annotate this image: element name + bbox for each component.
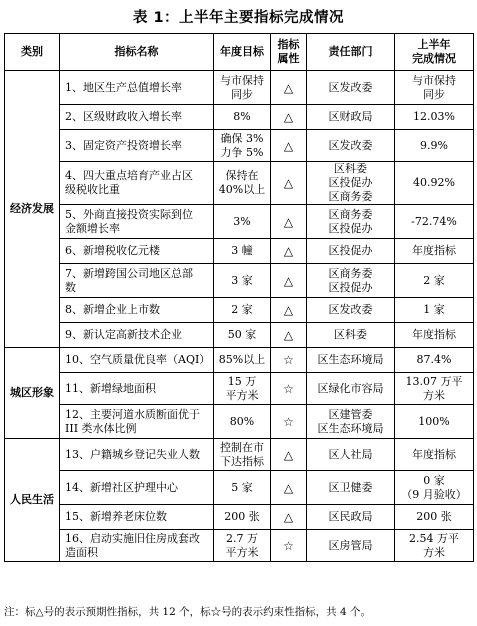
indicator-name-cell: 15、新增养老床位数 bbox=[60, 505, 214, 530]
table-row bbox=[5, 162, 474, 205]
status-cell: 年度指标 bbox=[395, 323, 474, 348]
table-row bbox=[5, 348, 474, 373]
indicator-name-cell: 8、新增企业上市数 bbox=[60, 298, 214, 323]
attribute-cell: ☆ bbox=[271, 405, 307, 439]
status-cell: 100% bbox=[395, 405, 474, 439]
target-cell: 确保 3% 力争 5% bbox=[214, 130, 271, 162]
target-cell: 3 幢 bbox=[214, 239, 271, 264]
attribute-cell: △ bbox=[271, 130, 307, 162]
indicator-name-cell: 12、主要河道水质断面优于 III 类水体比例 bbox=[60, 405, 214, 439]
table-row bbox=[5, 530, 474, 562]
target-cell: 与市保持 同步 bbox=[214, 71, 271, 105]
status-cell: 40.92% bbox=[395, 162, 474, 205]
header-target: 年度目标 bbox=[214, 34, 271, 71]
attribute-cell: △ bbox=[271, 323, 307, 348]
department-cell: 区人社局 bbox=[307, 439, 395, 471]
indicator-name-cell: 13、户籍城乡登记失业人数 bbox=[60, 439, 214, 471]
attribute-cell: △ bbox=[271, 105, 307, 130]
attribute-cell: ☆ bbox=[271, 348, 307, 373]
target-cell: 3 家 bbox=[214, 264, 271, 298]
status-cell: 0 家 （9 月验收） bbox=[395, 471, 474, 505]
indicator-name-cell: 7、新增跨国公司地区总部 数 bbox=[60, 264, 214, 298]
table-title: 表 1：上半年主要指标完成情况 bbox=[132, 10, 345, 26]
indicator-name-cell: 1、地区生产总值增长率 bbox=[60, 71, 214, 105]
department-cell: 区生态环境局 bbox=[307, 348, 395, 373]
attribute-cell: △ bbox=[271, 298, 307, 323]
status-cell: 9.9% bbox=[395, 130, 474, 162]
target-cell: 8% bbox=[214, 105, 271, 130]
status-cell: 年度指标 bbox=[395, 439, 474, 471]
department-cell: 区投促办 bbox=[307, 239, 395, 264]
target-cell: 控制在市 下达指标 bbox=[214, 439, 271, 471]
attribute-cell: △ bbox=[271, 205, 307, 239]
table-row bbox=[5, 205, 474, 239]
department-cell: 区科委 区投促办 区商务委 bbox=[307, 162, 395, 205]
department-cell: 区财政局 bbox=[307, 105, 395, 130]
table-row bbox=[5, 471, 474, 505]
category-cell: 人民生活 bbox=[5, 439, 60, 562]
department-cell: 区卫健委 bbox=[307, 471, 395, 505]
indicator-name-cell: 2、区级财政收入增长率 bbox=[60, 105, 214, 130]
header-category: 类别 bbox=[5, 34, 60, 71]
attribute-cell: ☆ bbox=[271, 373, 307, 405]
header-attr: 指标 属性 bbox=[271, 34, 307, 71]
table-row bbox=[5, 373, 474, 405]
table-row bbox=[5, 105, 474, 130]
attribute-cell: △ bbox=[271, 239, 307, 264]
department-cell: 区发改委 bbox=[307, 71, 395, 105]
target-cell: 5 家 bbox=[214, 471, 271, 505]
attribute-cell: △ bbox=[271, 264, 307, 298]
status-cell: 200 张 bbox=[395, 505, 474, 530]
table-row bbox=[5, 298, 474, 323]
department-cell: 区发改委 bbox=[307, 130, 395, 162]
department-cell: 区商务委 区投促办 bbox=[307, 264, 395, 298]
table-row bbox=[5, 264, 474, 298]
indicator-name-cell: 6、新增税收亿元楼 bbox=[60, 239, 214, 264]
status-cell: -72.74% bbox=[395, 205, 474, 239]
target-cell: 3% bbox=[214, 205, 271, 239]
attribute-cell: △ bbox=[271, 505, 307, 530]
department-cell: 区绿化市容局 bbox=[307, 373, 395, 405]
indicator-name-cell: 11、新增绿地面积 bbox=[60, 373, 214, 405]
attribute-cell: ☆ bbox=[271, 530, 307, 562]
table-row bbox=[5, 405, 474, 439]
status-cell: 2 家 bbox=[395, 264, 474, 298]
attribute-cell: △ bbox=[271, 71, 307, 105]
category-cell: 城区形象 bbox=[5, 348, 60, 439]
header-status: 上半年 完成情况 bbox=[395, 34, 474, 71]
table-row bbox=[5, 505, 474, 530]
table-row bbox=[5, 239, 474, 264]
status-cell: 1 家 bbox=[395, 298, 474, 323]
department-cell: 区房管局 bbox=[307, 530, 395, 562]
status-cell: 87.4% bbox=[395, 348, 474, 373]
department-cell: 区科委 bbox=[307, 323, 395, 348]
target-cell: 保持在 40%以上 bbox=[214, 162, 271, 205]
target-cell: 85%以上 bbox=[214, 348, 271, 373]
table-row bbox=[5, 71, 474, 105]
target-cell: 2 家 bbox=[214, 298, 271, 323]
indicator-name-cell: 10、空气质量优良率（AQI） bbox=[60, 348, 214, 373]
indicator-name-cell: 14、新增社区护理中心 bbox=[60, 471, 214, 505]
indicator-name-cell: 9、新认定高新技术企业 bbox=[60, 323, 214, 348]
status-cell: 2.54 万平 方米 bbox=[395, 530, 474, 562]
header-row bbox=[5, 34, 474, 71]
table-row bbox=[5, 439, 474, 471]
department-cell: 区民政局 bbox=[307, 505, 395, 530]
table-row bbox=[5, 323, 474, 348]
target-cell: 80% bbox=[214, 405, 271, 439]
footnote: 注：标△号的表示预期性指标，共 12 个，标☆号的表示约束性指标，共 4 个。 bbox=[4, 606, 371, 618]
target-cell: 200 张 bbox=[214, 505, 271, 530]
indicator-name-cell: 4、四大重点培育产业占区 级税收比重 bbox=[60, 162, 214, 205]
department-cell: 区商务委 区投促办 bbox=[307, 205, 395, 239]
category-cell: 经济发展 bbox=[5, 71, 60, 348]
status-cell: 与市保持 同步 bbox=[395, 71, 474, 105]
attribute-cell: △ bbox=[271, 439, 307, 471]
target-cell: 50 家 bbox=[214, 323, 271, 348]
indicator-table bbox=[4, 33, 474, 562]
indicator-name-cell: 16、启动实施旧住房成套改 造面积 bbox=[60, 530, 214, 562]
target-cell: 2.7 万 平方米 bbox=[214, 530, 271, 562]
attribute-cell: △ bbox=[271, 162, 307, 205]
indicator-name-cell: 3、固定资产投资增长率 bbox=[60, 130, 214, 162]
table-row bbox=[5, 130, 474, 162]
status-cell: 12.03% bbox=[395, 105, 474, 130]
indicator-name-cell: 5、外商直接投资实际到位 金额增长率 bbox=[60, 205, 214, 239]
header-dept: 责任部门 bbox=[307, 34, 395, 71]
attribute-cell: △ bbox=[271, 471, 307, 505]
status-cell: 年度指标 bbox=[395, 239, 474, 264]
department-cell: 区建管委 区生态环境局 bbox=[307, 405, 395, 439]
header-name: 指标名称 bbox=[60, 34, 214, 71]
department-cell: 区发改委 bbox=[307, 298, 395, 323]
target-cell: 15 万 平方米 bbox=[214, 373, 271, 405]
status-cell: 13.07 万平 方米 bbox=[395, 373, 474, 405]
